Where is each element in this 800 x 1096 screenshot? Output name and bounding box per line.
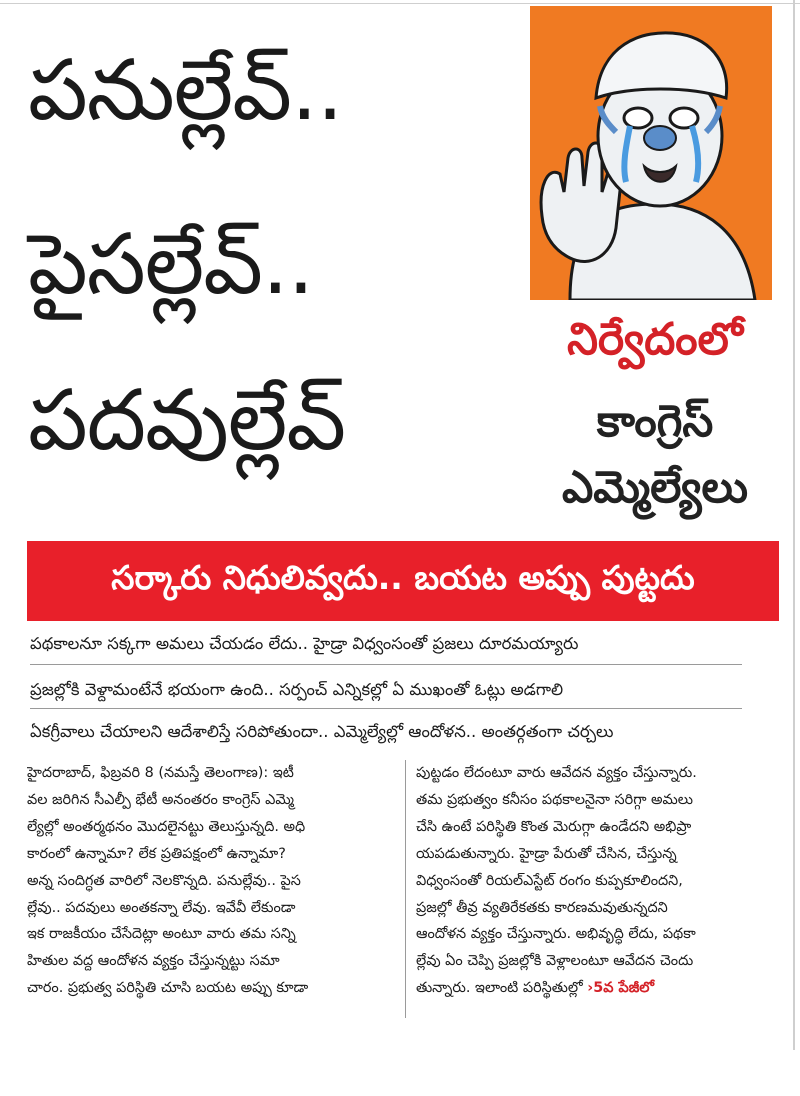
article-line: చారం. ప్రభుత్వ పరిస్థితి చూసి బయట అప్పు కూడా [27,980,309,997]
side-title-line-1: నిర్వేదంలో [567,314,743,365]
article-line: హితుల వద్ద ఆందోళన వ్యక్తం చేస్తున్నట్టు సమా [27,953,280,970]
headline-line-1: పనుల్లేవ్.. [28,41,343,139]
side-title-line-3: ఎమ్మెల్యేలు [562,462,748,513]
article-line: కారంలో ఉన్నామా? లేక ప్రతిపక్షంలో ఉన్నామా? [27,845,286,862]
article-line: తమ ప్రభుత్వం కనీసం పథకాలనైనా సరిగ్గా అమలు [416,791,693,808]
column-divider [405,760,406,1018]
side-title-line-2: కాంగ్రెస్ [596,396,714,447]
article-line: హైదరాబాద్, ఫిబ్రవరి 8 (నమస్తే తెలంగాణ): ఇటీ [27,765,294,781]
continued-label: 5వ పేజీలో [593,980,655,997]
article-line: ఆందోళన వ్యక్తం చేస్తున్నారు. అభివృద్ధి లేదు, పథకా [416,926,696,943]
article-line: ల్లేవు ఏం చెప్పి ప్రజల్లోకి వెళ్లాలంటూ ఆవేదన చెందు [416,953,694,970]
article-line: ప్రజల్లో తీవ్ర వ్యతిరేకతకు కారణమవుతున్నదని [416,899,668,916]
continued-link[interactable] [587,980,654,996]
top-rule [0,3,800,4]
subhead-divider-1 [30,664,742,665]
article-line: యపడుతున్నారు. హైడ్రా పేరుతో చేసిన, చేస్తున్న [416,845,677,862]
article-line: ల్లేవు.. పదవులు అంతకన్నా లేవు. ఇవేవీ లేకుండా [27,899,296,916]
article-column-1 [27,760,399,1002]
article-line: విధ్వంసంతో రియల్‌ఎస్టేట్ రంగం కుప్పకూలిందని, [416,872,683,889]
article-line: ఇక రాజకీయం చేసేదెట్లా అంటూ వారు తమ సన్ని [27,926,296,943]
article-line: ల్యేల్లో అంతర్మథనం మొదలైనట్టు తెలుస్తున్నది. అధి [27,818,306,835]
article-line-text: తున్నారు. ఇలాంటి పరిస్థితుల్లో [416,980,583,997]
red-banner [27,541,779,621]
subhead-divider-2 [30,708,742,709]
article-line: అన్న సందిగ్ధత వారిలో నెలకొన్నది. పనుల్లేవు.. పైస [27,872,301,889]
subhead-1: పథకాలనూ సక్కగా అమలు చేయడం లేదు.. హైడ్రా విధ్వంసంతో ప్రజలు దూరమయ్యారు [30,634,579,653]
headline-line-2: పైసల్లేవ్.. [28,215,314,313]
cartoon-illustration [530,6,772,300]
article-line-last [416,975,776,1002]
article-line: చేసి ఉంటే పరిస్థితి కొంత మెరుగ్గా ఉండేదని అభిప్రా [416,818,692,835]
right-rule [793,0,795,1050]
subhead-3: ఏకగ్రీవాలు చేయాలని ఆదేశాలిస్తే సరిపోతుందా.. ఎమ్మెల్యేల్లో ఆందోళన.. అంతర్గతంగా చర్చలు [30,722,614,741]
article-column-2 [416,760,776,1002]
article-line: పుట్టడం లేదంటూ వారు ఆవేదన వ్యక్తం చేస్తున్నారు. [416,765,697,781]
headline-line-3: పదవుల్లేవ్ [28,371,346,469]
right-chevron-icon: › [587,980,594,997]
subhead-2: ప్రజల్లోకి వెళ్దామంటేనే భయంగా ఉంది.. సర్పంచ్ ఎన్నికల్లో ఏ ముఖంతో ఓట్లు అడగాలి [30,680,564,699]
banner-text: సర్కారు నిధులివ్వదు.. బయట అప్పు పుట్టదు [111,557,695,597]
article-line: వల జరిగిన సీఎల్పీ భేటీ అనంతరం కాంగ్రెస్ ఎమ్మె [27,791,294,808]
